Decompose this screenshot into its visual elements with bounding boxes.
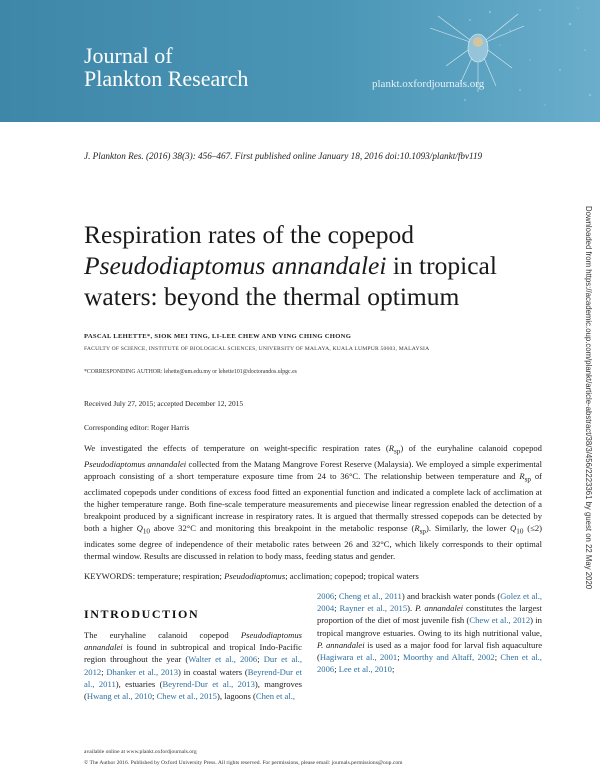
title-line3: waters: beyond the thermal optimum (84, 282, 460, 311)
title-line1: Respiration rates of the copepod (84, 220, 414, 249)
corresponding-author: *CORRESPONDING AUTHOR: lehette@um.edu.my or lehette101@doctorandos.ulpgc.es (84, 369, 297, 375)
abstract-symbol: R (388, 443, 395, 453)
reference-link[interactable]: Lee et al., 2010 (338, 664, 392, 675)
intro-text: ; (152, 691, 157, 702)
intro-text: constitutes the largest proportion of the diet of most juvenile fish ( (317, 603, 542, 626)
intro-species: P. annandalei (317, 639, 365, 650)
reference-link[interactable]: Moorthy and Altaff, 2002 (402, 652, 495, 663)
intro-text: ; (334, 603, 340, 614)
intro-column-left (84, 629, 302, 702)
keywords-text: ; acclimation; copepod; tropical waters (285, 571, 419, 581)
intro-text: ) in tropical mangrove estuaries. Owing to its high nutritional value, (317, 615, 542, 638)
footer-copyright: © The Author 2016. Published by Oxford University Press. All rights reserved. For permissions, please email: journals.permissions@oup.com (84, 760, 403, 766)
reference-link[interactable]: Walter et al., 2006 (188, 654, 258, 665)
reference-link[interactable]: Beyrend-Dur et al., 2013 (162, 678, 255, 689)
intro-text: ; (257, 654, 264, 665)
reference-link[interactable]: Rayner et al., 2015 (339, 603, 408, 614)
download-watermark (583, 206, 593, 636)
abstract (84, 442, 542, 563)
intro-text: ) and brackish water ponds ( (401, 591, 501, 601)
journal-title (84, 44, 248, 90)
reference-link[interactable]: Chew et al., 2012 (469, 615, 531, 626)
abstract-symbol: R (414, 523, 420, 534)
abstract-text: of acclimated copepods under conditions of excess food fitted an exponential function and indicated a complete lack of acclimation at the higher temperature range. Both fine-scale temperature measurements and piecewise linear regression enabled the detection of a breakpoint produced by a significant increase in respiratory rates. It is argued that thermally stressed copepods can be detected by both a higher (84, 471, 542, 534)
abstract-text: ) of the euryhaline calanoid copepod (400, 443, 542, 453)
author-list: PASCAL LEHETTE*, SIOK MEI TING, LI-LEE CHEW AND VING CHING CHONG (84, 333, 352, 340)
received-dates: Received July 27, 2015; accepted December 12, 2015 (84, 399, 244, 408)
corresponding-editor: Corresponding editor: Roger Harris (84, 423, 190, 432)
reference-link[interactable]: Golez et al., 2004 (317, 591, 543, 614)
abstract-subscript: sp (419, 528, 426, 537)
intro-column-right (317, 590, 542, 675)
title-line2-rest: in tropical (386, 251, 497, 280)
intro-text: ; (397, 652, 403, 663)
keywords (84, 571, 419, 581)
intro-text: ) in coastal waters ( (178, 666, 248, 677)
footer-online: available online at www.plankt.oxfordjournals.org (84, 749, 197, 755)
intro-text: ; (334, 664, 339, 675)
abstract-symbol: R (519, 471, 525, 482)
reference-link[interactable]: Chen et al., 2006 (317, 652, 542, 675)
download-watermark-text: Downloaded from https://academic.oup.com/plankt/article-abstract/38/3/456/2223361 by guest on 22 May 2020 (584, 206, 593, 590)
abstract-text: We investigated the effects of temperature on weight-specific respiration rates ( (84, 443, 389, 453)
intro-text: ; (391, 664, 395, 675)
citation-line: J. Plankton Res. (2016) 38(3): 456–467. First published online January 18, 2016 doi:10.1093/plankt/fbv119 (84, 151, 483, 161)
journal-banner (0, 0, 600, 122)
keywords-label: KEYWORDS: (84, 571, 138, 581)
journal-title-line2: Plankton Research (84, 66, 249, 91)
abstract-text: above 32°C and monitoring this breakpoint in the metabolic response ( (149, 523, 415, 534)
reference-link[interactable]: Dhanker et al., 2013 (106, 666, 179, 677)
reference-link[interactable]: 2006 (317, 591, 335, 601)
introduction-heading: INTRODUCTION (84, 607, 200, 621)
reference-link[interactable]: Chew et al., 2015 (156, 691, 217, 702)
intro-text: is used as a major food for larval fish aquaculture ( (317, 639, 543, 663)
intro-text: The euryhaline calanoid copepod (84, 630, 241, 640)
intro-text: ), mangroves ( (84, 678, 302, 702)
reference-link[interactable]: Cheng et al., 2011 (338, 591, 402, 601)
title-species: Pseudodiaptomus annandalei (84, 251, 387, 280)
abstract-subscript: 10 (142, 528, 150, 537)
intro-text: ; (101, 666, 107, 677)
abstract-text: ). Similarly, the lower (425, 523, 511, 534)
intro-text: ), lagoons ( (216, 691, 256, 702)
abstract-subscript: sp (524, 475, 531, 484)
reference-link[interactable]: Beyrend-Dur et al., 2011 (84, 666, 302, 689)
intro-text: ; (494, 652, 501, 663)
abstract-subscript: 10 (516, 528, 524, 537)
keywords-text: temperature; respiration; (137, 571, 225, 581)
intro-species: P. annandalei (415, 603, 464, 614)
reference-link[interactable]: Chen et al., (255, 691, 296, 702)
abstract-species: Pseudodiaptomus annandalei (84, 458, 187, 469)
intro-text: ). (407, 603, 416, 614)
keywords-genus: Pseudodiaptomus (224, 571, 286, 581)
abstract-subscript: sp (394, 447, 401, 456)
abstract-text: (≤2) indicates some degree of independence of their metabolic rates between 26 and 32°C, which likely corresponds to their optimal thermal window. Results are discussed in relation to body mass, feeding status and gender. (84, 523, 542, 562)
reference-link[interactable]: Dur et al., 2012 (84, 654, 302, 677)
intro-text: ; (334, 591, 339, 601)
journal-title-line1: Journal of (84, 43, 173, 68)
intro-text: is found in subtropical and tropical Indo-Pacific region throughout the year ( (84, 642, 302, 665)
intro-species: Pseudodiaptomus annandalei (84, 630, 302, 653)
abstract-symbol: Q (510, 523, 517, 534)
abstract-symbol: Q (136, 523, 143, 534)
intro-text: ), estuaries ( (115, 678, 163, 689)
reference-link[interactable]: Hagiwara et al., 2001 (319, 652, 398, 663)
affiliation: FACULTY OF SCIENCE, INSTITUTE OF BIOLOGICAL SCIENCES, UNIVERSITY OF MALAYA, KUALA LUMPUR 50603, MALAYSIA (84, 346, 430, 352)
abstract-text: collected from the Matang Mangrove Forest Reserve (Malaysia). We employed a simple experimental approach consisting of a short temperature exposure time from 24 to 36°C. The relationship between temperature and (84, 458, 542, 482)
reference-link[interactable]: Hwang et al., 2010 (86, 691, 153, 702)
journal-url-link[interactable]: plankt.oxfordjournals.org (372, 78, 485, 90)
article-title (84, 219, 544, 312)
